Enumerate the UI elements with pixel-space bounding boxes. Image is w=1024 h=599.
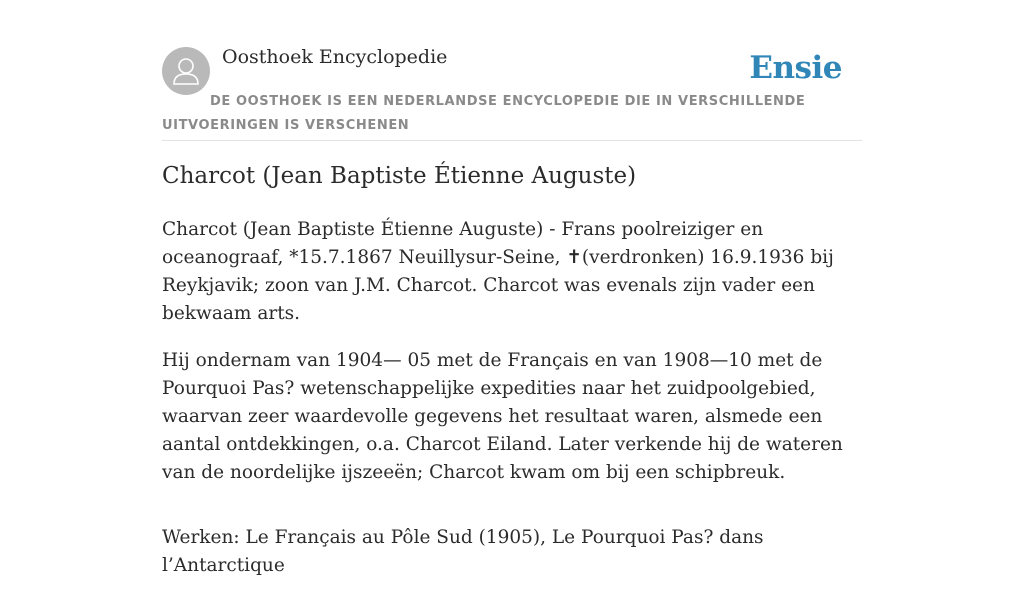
article-body xyxy=(162,216,862,599)
article-paragraph: Hij ondernam van 1904— 05 met de Français en van 1908—10 met de Pourquoi Pas? wetenschappelijke expedities naar het zuidpoolgebied, waarvan zeer waardevolle gegevens het resultaat waren, alsmede een aantal ontdekkingen, o.a. Charcot Eiland. Later verkende hij de wateren van de noordelijke ijszeeën; Charcot kwam om bij een schipbreuk. xyxy=(162,350,843,483)
user-icon xyxy=(162,47,210,95)
page-title: Charcot (Jean Baptiste Étienne Auguste) xyxy=(162,163,637,189)
avatar[interactable] xyxy=(162,47,210,95)
brand-logo[interactable]: Ensie xyxy=(749,50,842,86)
page xyxy=(162,0,862,576)
site-header xyxy=(162,0,862,141)
article-paragraph: Charcot (Jean Baptiste Étienne Auguste) - Frans poolreiziger en oceanograaf, *15.7.1867 Neuillysur-Seine, ✝(verdronken) 16.9.1936 bij Reykjavik; zoon van J.M. Charcot. Charcot was evenals zijn vader een bekwaam arts. xyxy=(162,219,834,324)
site-name[interactable]: Oosthoek Encyclopedie xyxy=(222,46,448,68)
site-tagline: DE OOSTHOEK IS EEN NEDERLANDSE ENCYCLOPEDIE DIE IN VERSCHILLENDE UITVOERINGEN IS VERSCHENEN xyxy=(162,94,806,133)
article-paragraph-works: Werken: Le Français au Pôle Sud (1905), Le Pourquoi Pas? dans l’Antarctique xyxy=(162,527,764,576)
